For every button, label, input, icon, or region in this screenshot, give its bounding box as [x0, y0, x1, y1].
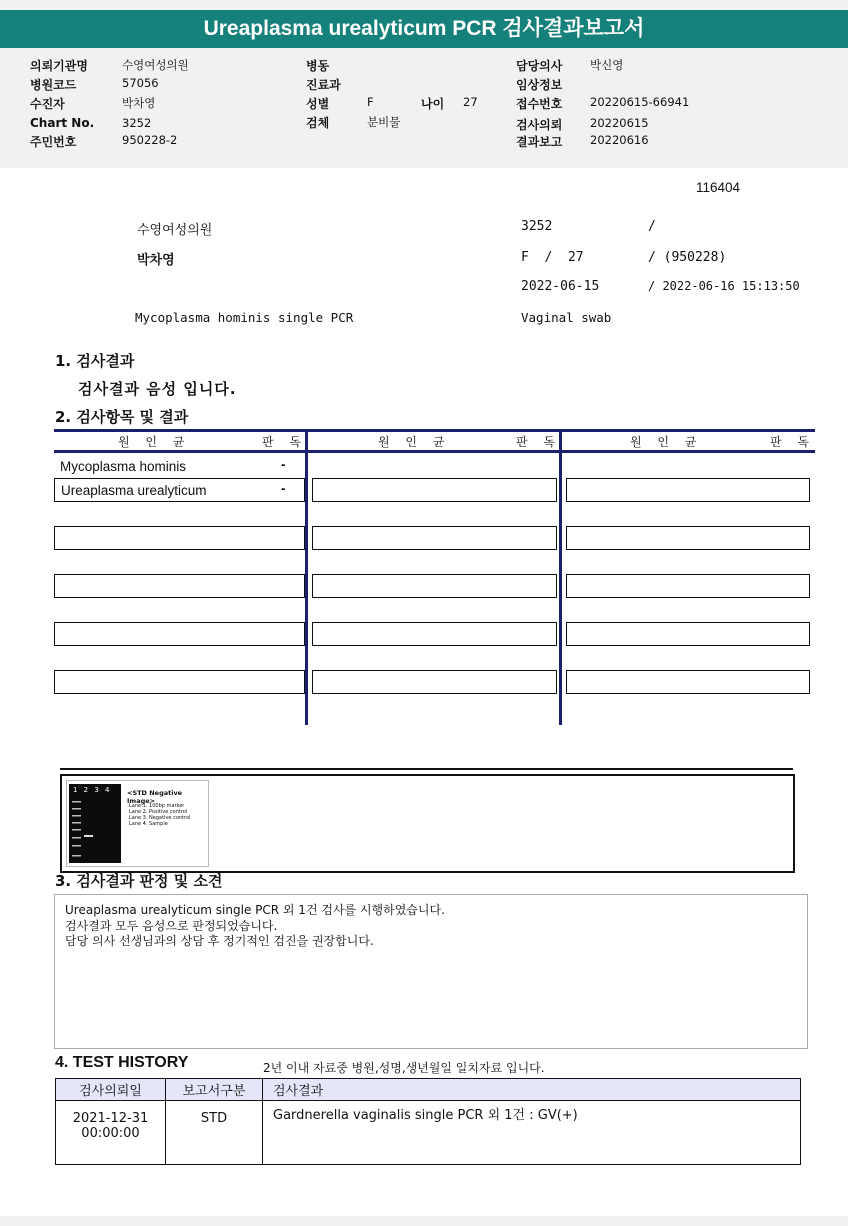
section3-title: 3. 검사결과 판정 및 소견: [55, 872, 223, 890]
result-row-2-name: Ureaplasma urealyticum: [61, 483, 207, 498]
opinion-line: Ureaplasma urealyticum single PCR 외 1건 검사를 시행하였습니다.: [65, 903, 445, 917]
col2-result-header: 판 독: [516, 435, 561, 449]
hospital-code-value: 57056: [122, 76, 159, 90]
history-result: Gardnerella vaginalis single PCR 외 1건 : GV(+): [263, 1101, 801, 1165]
opinion-text: [65, 903, 445, 950]
result-cell: [54, 670, 305, 694]
history-table: [55, 1078, 801, 1165]
history-header-date: 검사의뢰일: [56, 1079, 166, 1101]
report-date-label: 결과보고: [516, 135, 563, 149]
gel-title: <STD Negative Image>: [127, 789, 183, 805]
patient-chart: 3252: [521, 219, 553, 234]
receipt-no-value: 20220615-66941: [590, 95, 690, 109]
doctor-value: 박신영: [590, 58, 624, 72]
opinion-box: [54, 894, 808, 1049]
opinion-line: 담당 의사 선생님과의 상담 후 정기적인 검진을 권장합니다.: [65, 934, 374, 948]
col3-pathogen-header: 원 인 균: [630, 435, 703, 449]
col3-result-header: 판 독: [770, 435, 815, 449]
col2-pathogen-header: 원 인 균: [378, 435, 451, 449]
ward-label: 병동: [306, 59, 330, 73]
gel-legend-item: Lane 2. Positive control: [129, 809, 188, 815]
specimen-value: 분비물: [367, 115, 401, 129]
report-code: 116404: [696, 180, 741, 195]
sex-value: F: [367, 95, 374, 109]
grid-divider-1: [305, 429, 308, 725]
grid-divider-2: [559, 429, 562, 725]
history-type: STD: [166, 1101, 263, 1165]
patient-value: 박차영: [122, 96, 156, 110]
result-cell: [312, 622, 557, 646]
result-cell: [566, 478, 810, 502]
gel-bands-graphic: [69, 784, 121, 863]
resident-no-value: 950228-2: [122, 133, 178, 147]
grid-top-rule: [54, 429, 815, 432]
hospital-label: 의뢰기관명: [30, 59, 88, 73]
patient-hospital: 수영여성의원: [137, 223, 213, 238]
report-title: Ureaplasma urealyticum PCR 검사결과보고서: [0, 10, 848, 48]
history-row: [56, 1101, 801, 1165]
request-date-label: 검사의뢰: [516, 118, 563, 132]
section1-text: 검사결과 음성 입니다.: [78, 380, 237, 398]
gel-image: [69, 784, 121, 863]
result-cell: [566, 670, 810, 694]
age-label: 나이: [421, 97, 445, 111]
result-cell: [566, 526, 810, 550]
result-cell: [312, 478, 557, 502]
patient-test: Mycoplasma hominis single PCR: [135, 310, 354, 325]
history-header-result: 검사결과: [263, 1079, 801, 1101]
result-cell: [54, 622, 305, 646]
request-date-value: 20220615: [590, 116, 649, 130]
gel-legend-item: Lane 1. 100bp marker: [129, 803, 185, 809]
patient-birth: / (950228): [648, 250, 727, 265]
patient-reported: / 2022-06-16 15:13:50: [648, 279, 800, 293]
doctor-label: 담당의사: [516, 59, 563, 73]
result-cell: [54, 526, 305, 550]
result-cell: [312, 670, 557, 694]
dept-label: 진료과: [306, 78, 341, 92]
history-time: 00:00:00: [81, 1126, 140, 1141]
section1-title: 1. 검사결과: [55, 352, 135, 370]
col1-pathogen-header: 원 인 균: [118, 435, 191, 449]
hospital-code-label: 병원코드: [30, 78, 77, 92]
clinical-info-label: 임상정보: [516, 78, 563, 92]
result-cell: [54, 574, 305, 598]
resident-no-label: 주민번호: [30, 135, 77, 149]
specimen-label: 검체: [306, 116, 330, 130]
patient-name: 박차영: [137, 253, 175, 268]
section4-title: 4. TEST HISTORY: [55, 1054, 189, 1071]
sex-label: 성별: [306, 97, 330, 111]
gel-legend-item: Lane 3. Negative control: [129, 815, 191, 821]
gel-legend-item: Lane 4. Sample: [129, 821, 168, 827]
result-row-2-value: -: [281, 481, 286, 496]
gel-legend: [129, 803, 190, 827]
history-header-row: [56, 1079, 801, 1101]
patient-sex-age: F / 27: [521, 250, 584, 265]
patient-specimen: Vaginal swab: [521, 310, 612, 325]
col1-result-header: 판 독: [262, 435, 307, 449]
opinion-line: 검사결과 모두 음성으로 판정되었습니다.: [65, 918, 278, 933]
result-cell: [312, 574, 557, 598]
history-note: 2년 이내 자료중 병원,성명,생년월일 일치자료 입니다.: [263, 1061, 545, 1075]
history-date: 2021-12-31: [72, 1111, 149, 1126]
patient-label: 수진자: [30, 97, 65, 111]
report-date-value: 20220616: [590, 133, 649, 147]
gel-top-rule: [60, 768, 793, 770]
result-cell: [312, 526, 557, 550]
section2-title: 2. 검사항목 및 결과: [55, 408, 189, 426]
result-row-1-name: Mycoplasma hominis: [60, 459, 187, 474]
hospital-value: 수영여성의원: [122, 58, 189, 72]
gel-lane-numbers: 1 2 3 4: [73, 786, 112, 794]
gel-image-card: [66, 780, 209, 867]
history-date-cell: [56, 1101, 166, 1165]
chart-value: 3252: [122, 116, 152, 130]
result-cell: [566, 622, 810, 646]
receipt-no-label: 접수번호: [516, 97, 563, 111]
patient-slash: /: [648, 219, 656, 234]
age-value: 27: [463, 95, 478, 109]
patient-received: 2022-06-15: [521, 279, 600, 294]
result-row-1-value: -: [281, 457, 286, 472]
chart-label: Chart No.: [30, 116, 95, 130]
grid-header-rule: [54, 450, 815, 453]
result-cell: [566, 574, 810, 598]
history-header-type: 보고서구분: [166, 1079, 263, 1101]
